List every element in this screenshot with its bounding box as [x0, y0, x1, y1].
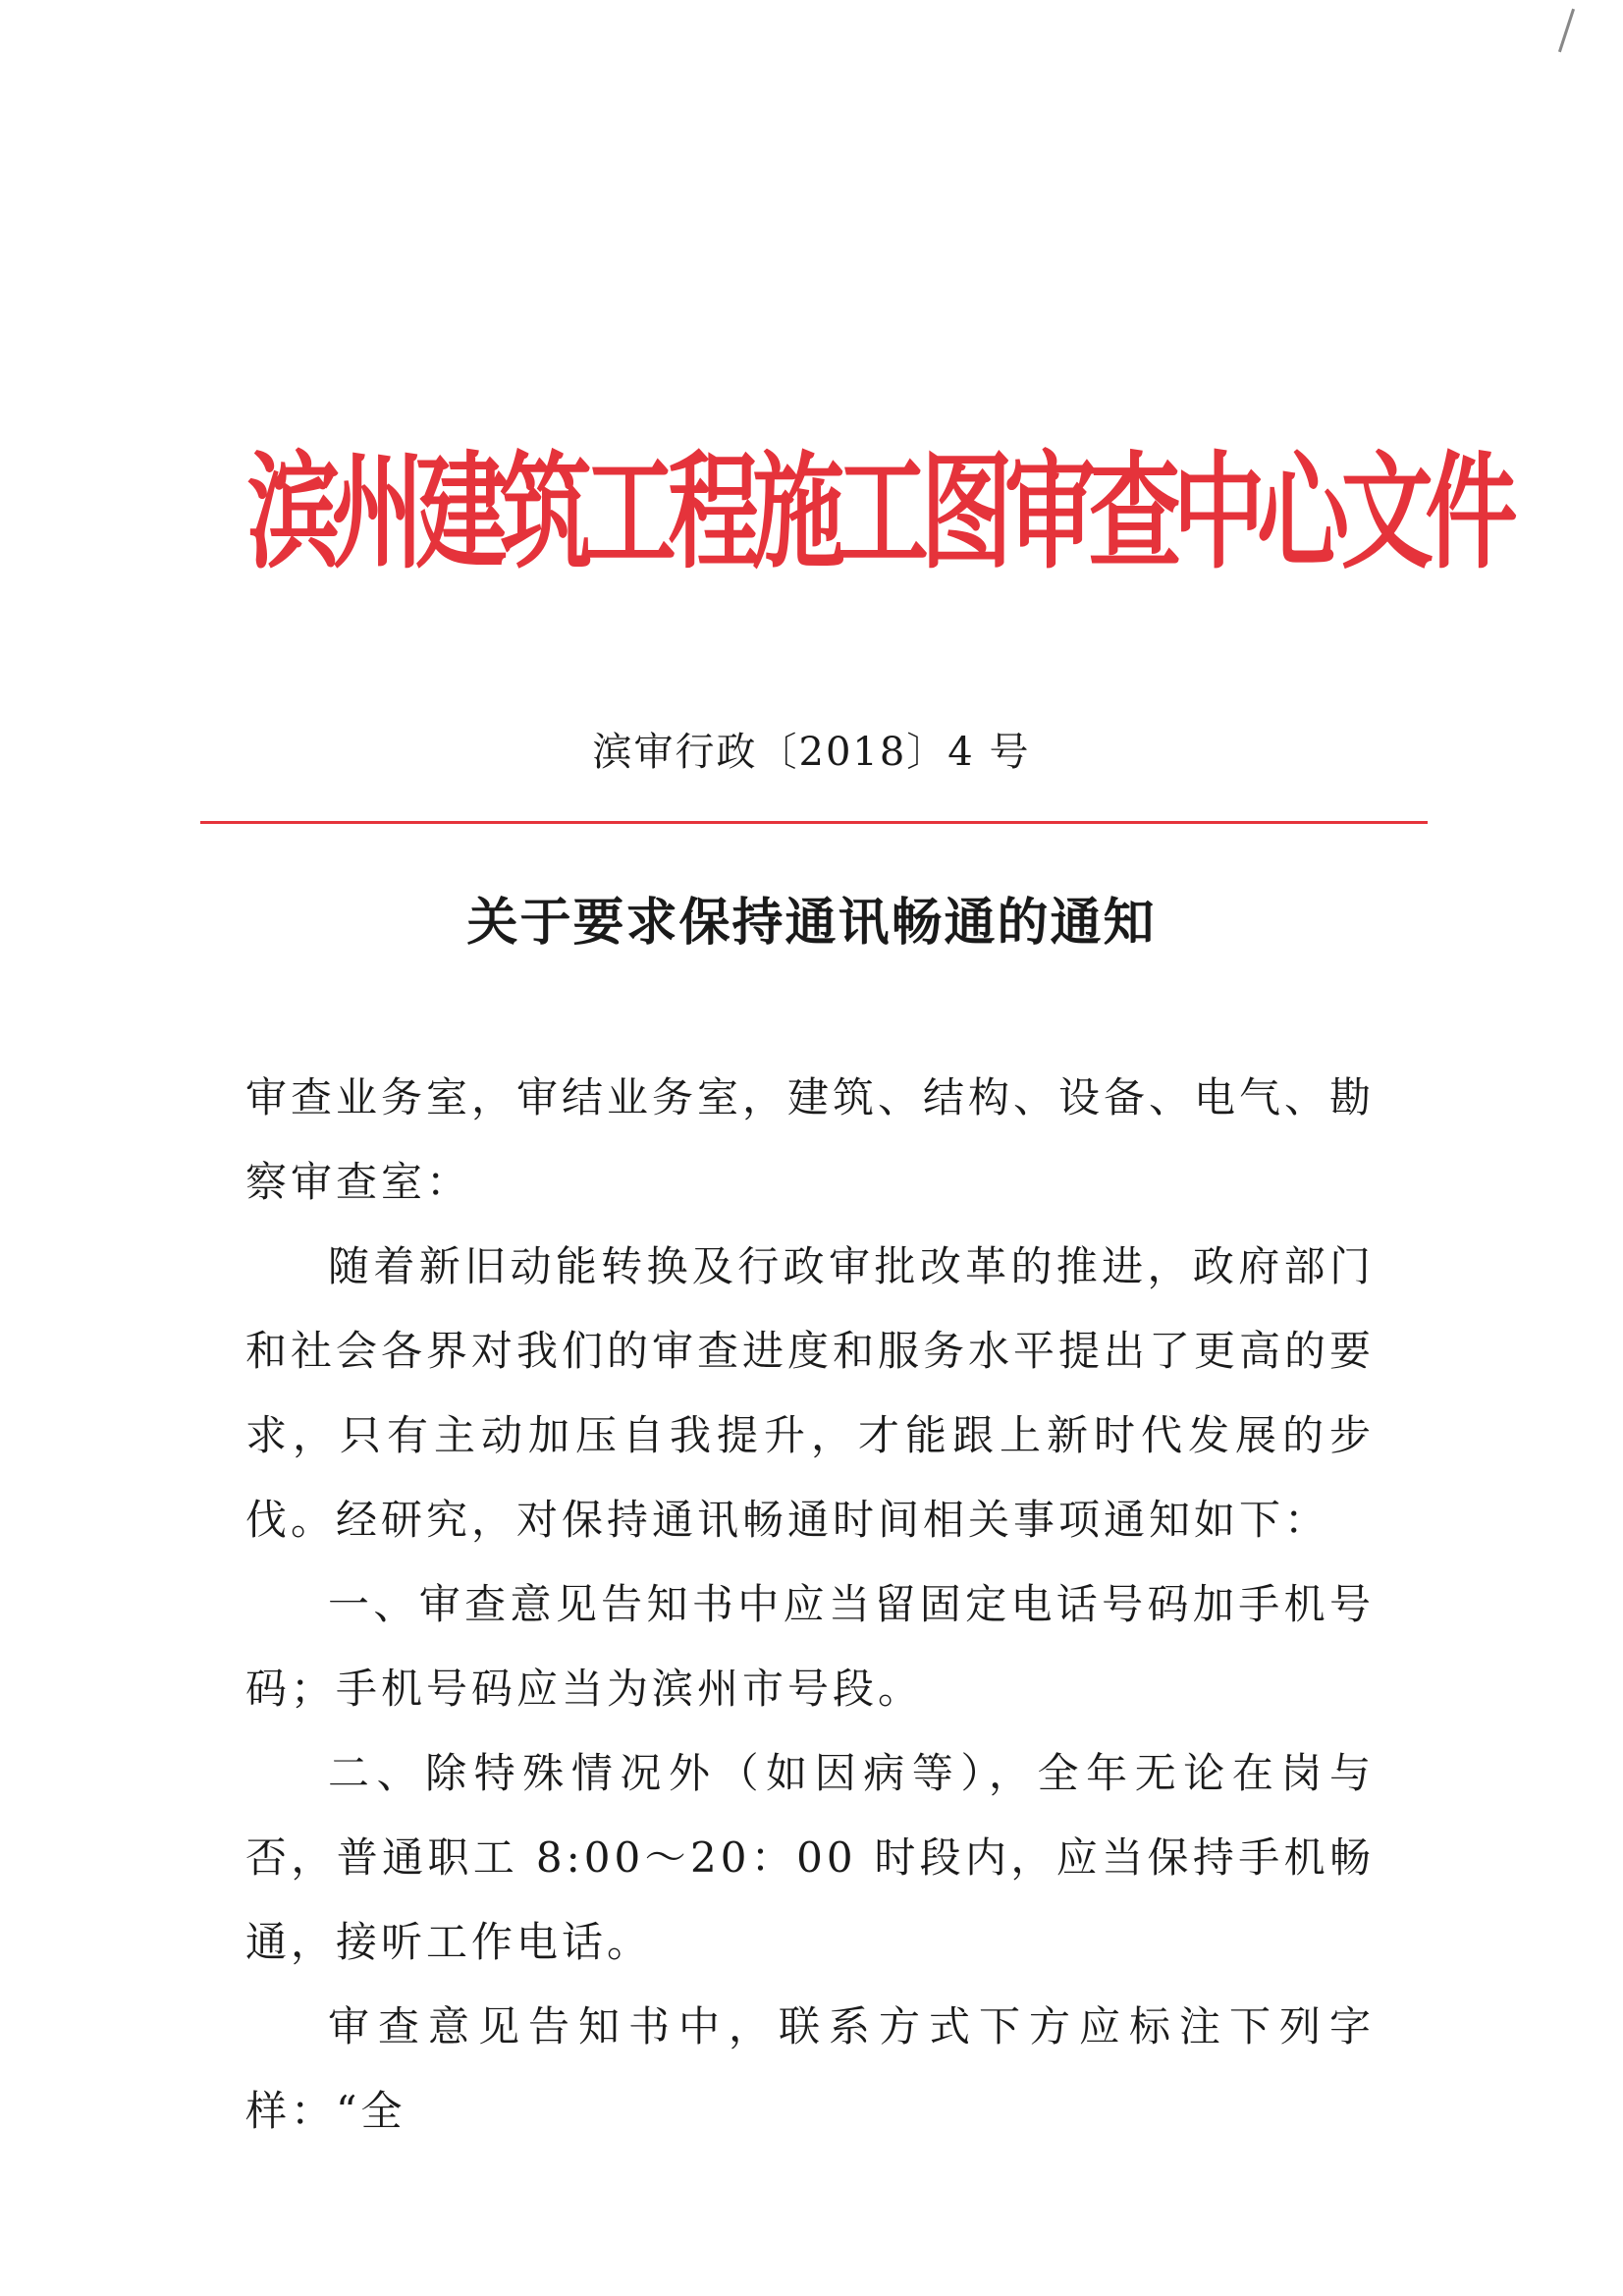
notice-title: 关于要求保持通讯畅通的通知 [466, 893, 1157, 953]
paragraph-intro: 随着新旧动能转换及行政审批改革的推进，政府部门和社会各界对我们的审查进度和服务水平提出了更高的要求，只有主动加压自我提升，才能跟上新时代发展的步伐。经研究，对保持通讯畅通时间相关事项通知如下： [245, 1242, 1376, 1544]
document-number: 滨审行政〔2018〕4 号 [592, 730, 1031, 775]
scan-mark [1558, 9, 1575, 53]
red-divider-line [200, 821, 1428, 824]
addressee: 审查业务室，审结业务室，建筑、结构、设备、电气、勘察审查室： [245, 1073, 1376, 1206]
masthead-title: 滨州建筑工程施工图审查中心文件 [247, 439, 1510, 586]
paragraph-item-2: 二、除特殊情况外（如因病等），全年无论在岗与否，普通职工 8:00～20：00 时段内，应当保持手机畅通，接听工作电话。 [245, 1749, 1375, 1966]
paragraph-item-1: 一、审查意见告知书中应当留固定电话号码加手机号码；手机号码应当为滨州市号段。 [245, 1580, 1375, 1713]
notice-body [245, 1056, 1375, 2154]
paragraph-footer-note: 审查意见告知书中，联系方式下方应标注下列字样：“全 [245, 2002, 1375, 2135]
